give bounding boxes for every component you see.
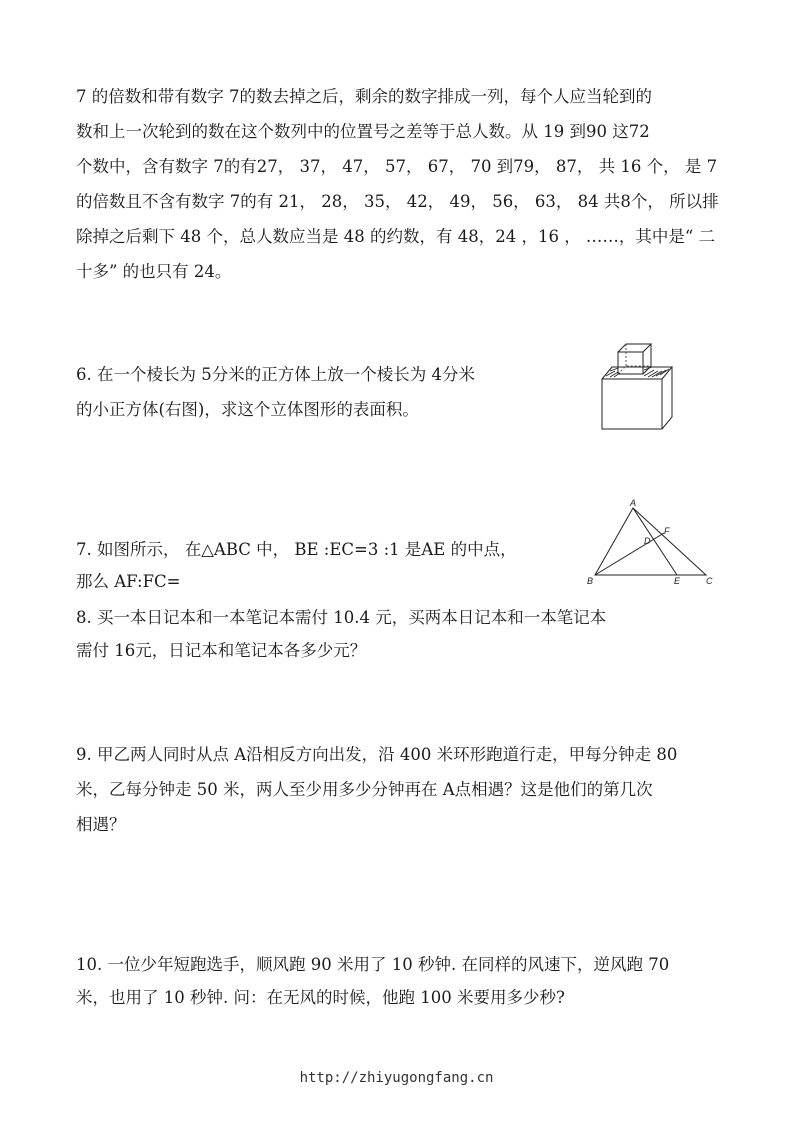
- question-8-line: 需付 16元，日记本和笔记本各多少元？: [76, 641, 367, 660]
- question-8-line: 8. 买一本日记本和一本笔记本需付 10.4 元，买两本日记本和一本笔记本: [76, 608, 607, 627]
- question-7-line: 7. 如图所示， 在△ABC 中， BE :EC=3 :1 是AE 的中点，: [76, 540, 517, 559]
- question-6-line: 6. 在一个棱长为 5分米的正方体上放一个棱长为 4分米: [76, 365, 475, 384]
- label-c: C: [706, 576, 713, 586]
- large-cube-front: [602, 379, 662, 429]
- label-e: E: [674, 576, 681, 586]
- question-7-line: 那么 AF:FC=: [76, 572, 181, 591]
- footer-url[interactable]: http://zhiyugongfang.cn: [299, 1070, 494, 1086]
- solution-line: 个数中，含有数字 7的有27， 37， 47， 57， 67， 70 到79， 87， 共 16 个， 是 7: [76, 157, 718, 176]
- label-a: A: [630, 498, 637, 508]
- question-10-line: 米，也用了 10 秒钟. 问：在无风的时候，他跑 100 米要用多少秒?: [76, 988, 565, 1007]
- question-6-line: 的小正方体(右图)，求这个立体图形的表面积。: [76, 400, 419, 419]
- solution-line: 数和上一次轮到的数在这个数列中的位置号之差等于总人数。从 19 到90 这72: [76, 122, 650, 141]
- segment-ae: [633, 508, 677, 575]
- question-9-line: 9. 甲乙两人同时从点 A沿相反方向出发，沿 400 米环形跑道行走，甲每分钟走 80: [76, 745, 678, 764]
- large-cube-side: [662, 367, 672, 429]
- small-cube-top: [618, 344, 651, 352]
- question-9-line: 相遇？: [76, 815, 126, 834]
- hatch-shading: [606, 367, 669, 377]
- question-10-line: 10. 一位少年短跑选手，顺风跑 90 米用了 10 秒钟. 在同样的风速下，逆风跑 70: [76, 955, 670, 974]
- label-d: D: [644, 536, 651, 546]
- label-f: F: [664, 526, 670, 536]
- solution-line: 的倍数且不含有数字 7的有 21， 28， 35， 42， 49， 56， 63， 84 共8个， 所以排: [76, 192, 719, 211]
- question-9-line: 米，乙每分钟走 50 米，两人至少用多少分钟再在 A点相遇？这是他们的第几次: [76, 780, 653, 799]
- solution-line: 7 的倍数和带有数字 7的数去掉之后，剩余的数字排成一列，每个人应当轮到的: [76, 87, 652, 106]
- label-b: B: [587, 576, 594, 586]
- cube-figure: [596, 336, 688, 438]
- solution-line: 十多” 的也只有 24。: [76, 262, 232, 281]
- triangle-figure: [583, 496, 717, 590]
- solution-line: 除掉之后剩下 48 个，总人数应当是 48 的约数，有 48，24 ，16 ， ……，其中是“ 二: [76, 227, 716, 246]
- segment-bf: [595, 533, 664, 575]
